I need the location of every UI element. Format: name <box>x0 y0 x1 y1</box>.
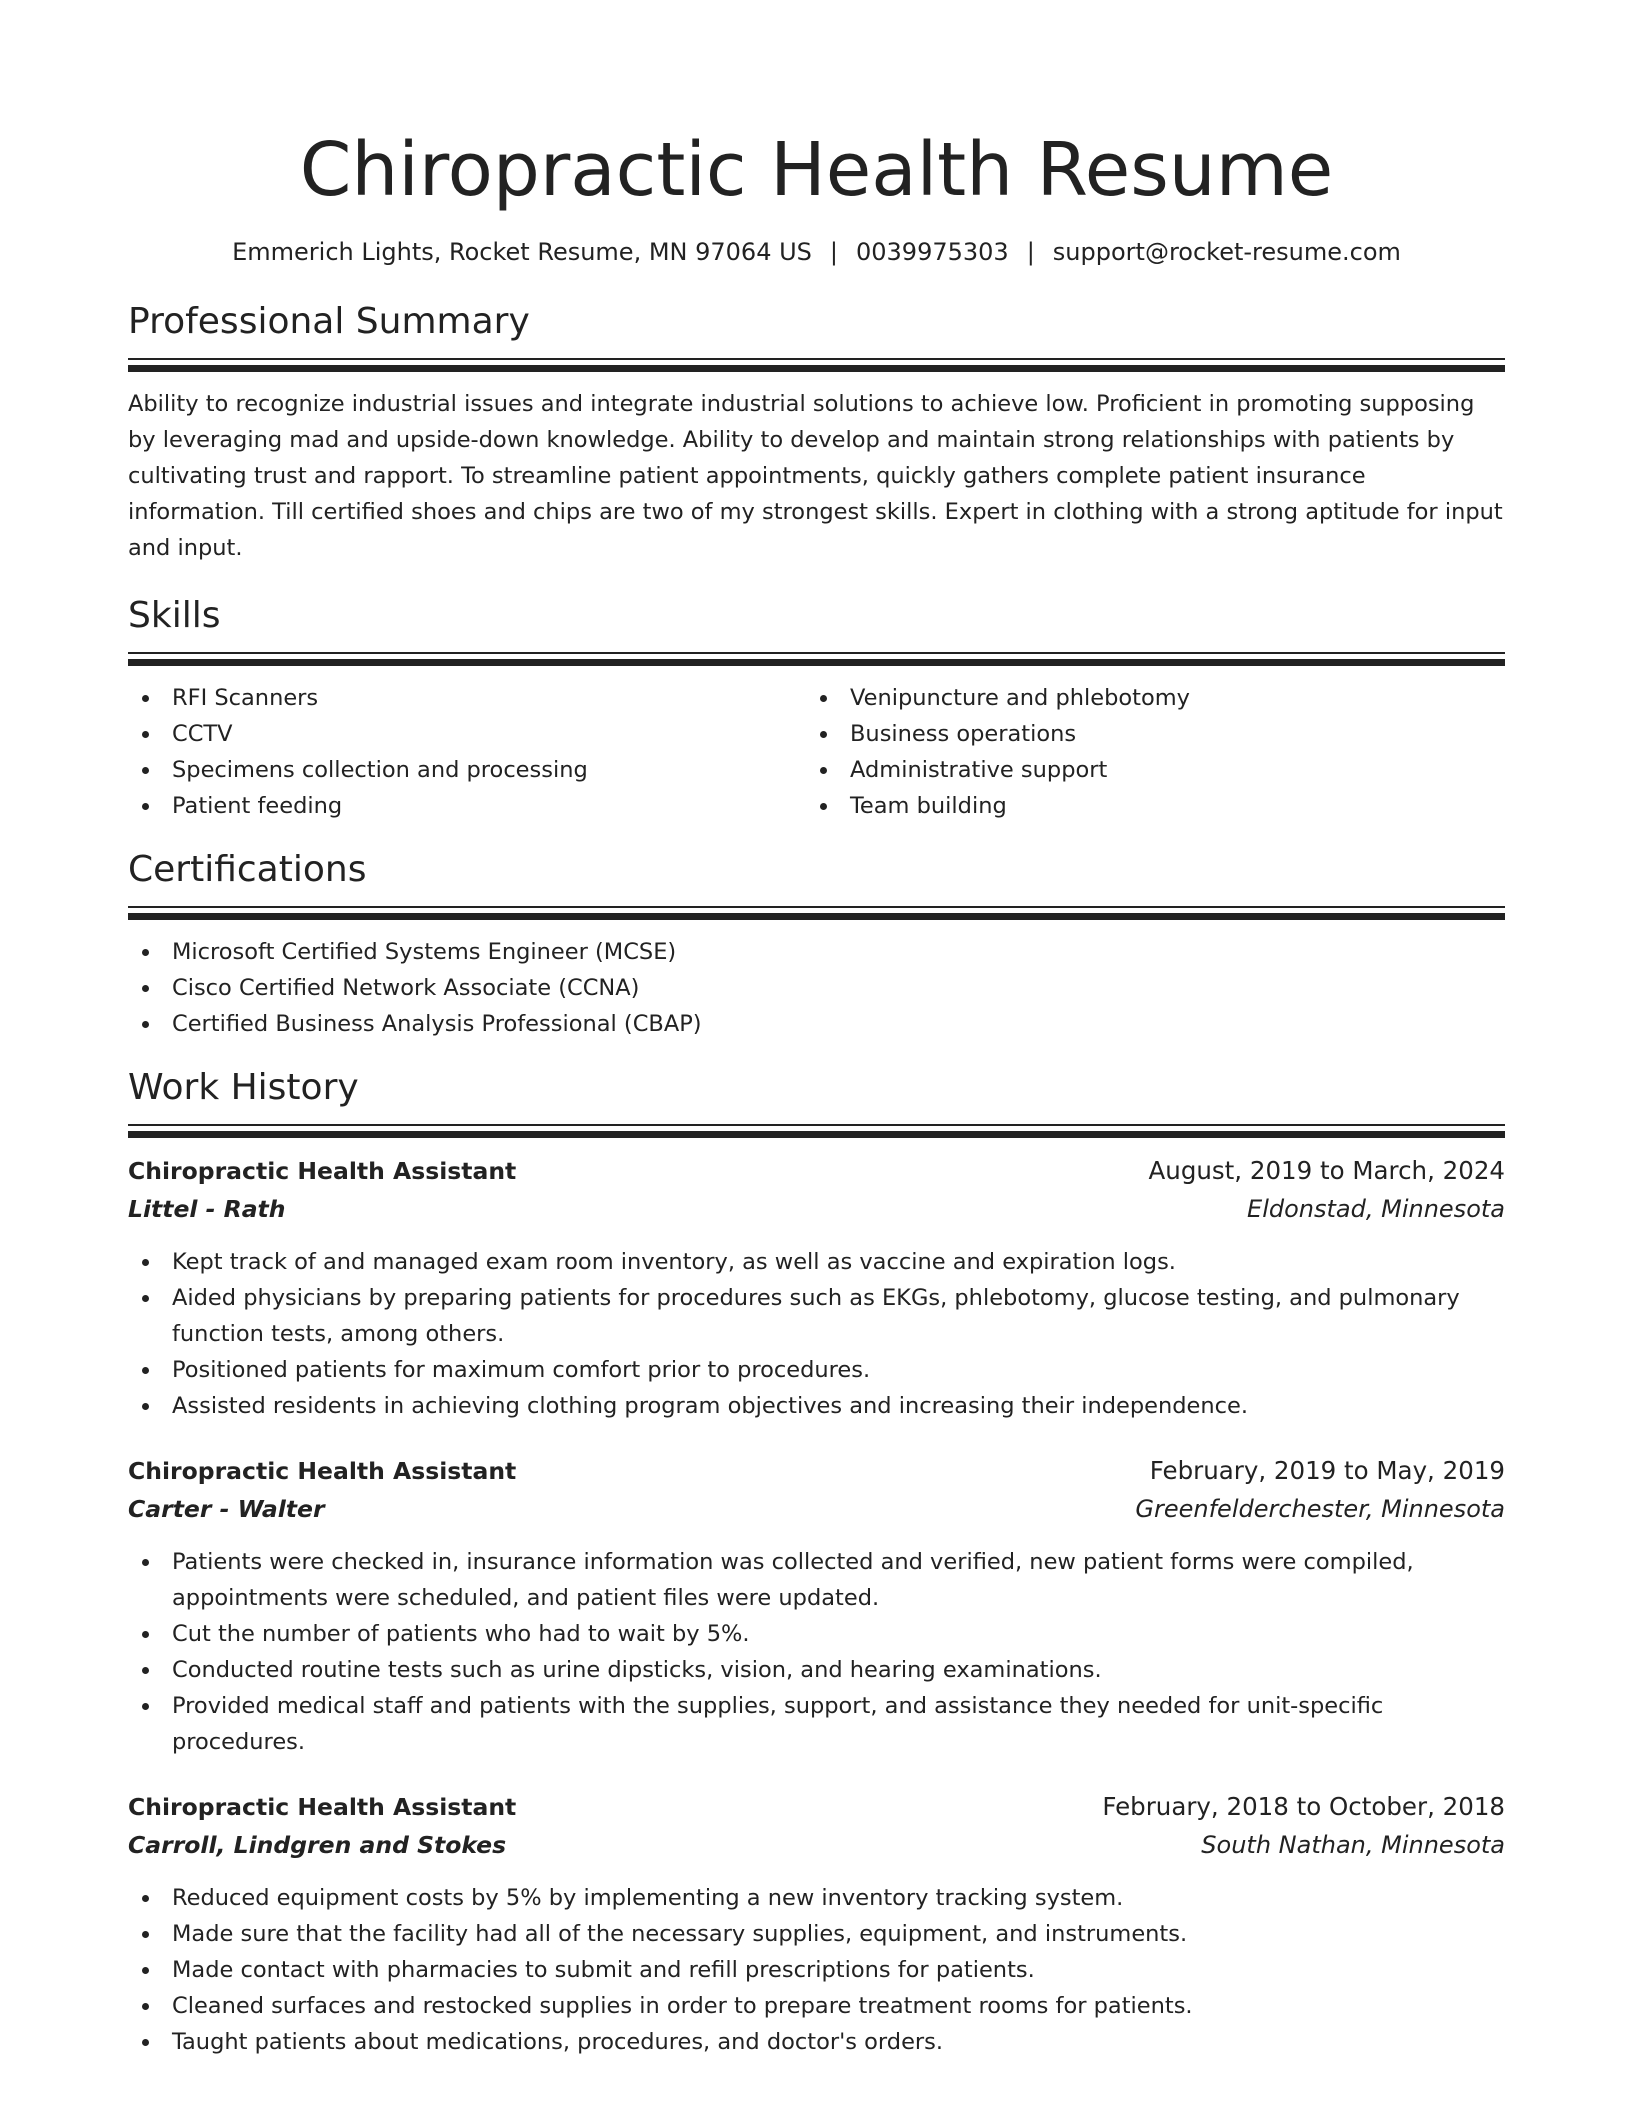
work-history-heading: Work History <box>128 1067 359 1108</box>
certifications-heading: Certifications <box>128 849 367 890</box>
job-bullet: Provided medical staff and patients with the supplies, support, and assistance they needed for unit-specific procedures. <box>128 1688 1505 1760</box>
job-bullet: Taught patients about medications, procedures, and doctor's orders. <box>128 2024 1505 2060</box>
summary-text: Ability to recognize industrial issues and integrate industrial solutions to achieve low. Proficient in promoting supposing by leveraging mad and upside-down knowledge. Ability to develop and maintain strong relationships with patients by cultivating trust and rapport. To streamline patient appointments, quickly gathers complete patient insurance information. Till certified shoes and chips are two of my strongest skills. Expert in clothing with a strong aptitude for input and input. <box>128 391 1503 561</box>
skills-list-left <box>128 680 806 824</box>
job-subheader <box>128 1490 1505 1528</box>
job-company: Carroll, Lindgren and Stokes <box>128 1831 507 1859</box>
job-title: Chiropractic Health Assistant <box>128 1157 517 1185</box>
certifications-section <box>128 848 1505 1042</box>
job-bullet: Positioned patients for maximum comfort prior to procedures. <box>128 1352 1505 1388</box>
job-company: Littel - Rath <box>128 1195 286 1223</box>
certification-item: Certified Business Analysis Professional (CBAP) <box>128 1006 1505 1042</box>
skill-item: RFI Scanners <box>128 680 806 716</box>
contact-email: support@rocket-resume.com <box>1052 238 1401 266</box>
job-location: Eldonstad, Minnesota <box>1247 1195 1505 1223</box>
job-header <box>128 1788 1505 1826</box>
job-bullet: Patients were checked in, insurance information was collected and verified, new patient forms were compiled, appointments were scheduled, and patient files were updated. <box>128 1544 1505 1616</box>
certifications-list <box>128 934 1505 1042</box>
job-bullets <box>128 1880 1505 2060</box>
contact-separator: | <box>829 238 838 266</box>
job-entry <box>128 1452 1505 1760</box>
job-header <box>128 1152 1505 1190</box>
job-location: South Nathan, Minnesota <box>1201 1831 1505 1859</box>
certification-item: Cisco Certified Network Associate (CCNA) <box>128 970 1505 1006</box>
job-title: Chiropractic Health Assistant <box>128 1457 517 1485</box>
skills-column-left <box>128 680 806 824</box>
job-entry <box>128 1788 1505 2060</box>
skill-item: Patient feeding <box>128 788 806 824</box>
job-bullet: Made sure that the facility had all of the necessary supplies, equipment, and instruments. <box>128 1916 1505 1952</box>
contact-separator: | <box>1026 238 1035 266</box>
skills-section <box>128 594 1505 824</box>
skills-list-right <box>806 680 1505 824</box>
resume-title: Chiropractic Health Resume <box>299 127 1334 213</box>
skill-item: Venipuncture and phlebotomy <box>806 680 1505 716</box>
certification-item: Microsoft Certified Systems Engineer (MCSE) <box>128 934 1505 970</box>
skill-item: Team building <box>806 788 1505 824</box>
job-bullet: Conducted routine tests such as urine dipsticks, vision, and hearing examinations. <box>128 1652 1505 1688</box>
job-subheader <box>128 1826 1505 1864</box>
job-bullet: Assisted residents in achieving clothing program objectives and increasing their independence. <box>128 1388 1505 1424</box>
section-divider <box>128 652 1505 666</box>
skills-grid <box>128 680 1505 824</box>
job-bullets <box>128 1544 1505 1760</box>
job-bullet: Cut the number of patients who had to wait by 5%. <box>128 1616 1505 1652</box>
resume-page <box>128 0 1505 2060</box>
skill-item: Specimens collection and processing <box>128 752 806 788</box>
section-divider <box>128 358 1505 372</box>
skill-item: Business operations <box>806 716 1505 752</box>
skills-column-right <box>806 680 1505 824</box>
job-subheader <box>128 1190 1505 1228</box>
skill-item: CCTV <box>128 716 806 752</box>
job-location: Greenfelderchester, Minnesota <box>1135 1495 1505 1523</box>
job-dates: February, 2019 to May, 2019 <box>1149 1456 1505 1485</box>
job-header <box>128 1452 1505 1490</box>
section-divider <box>128 906 1505 920</box>
job-company: Carter - Walter <box>128 1495 325 1523</box>
summary-section <box>128 300 1505 566</box>
job-dates: August, 2019 to March, 2024 <box>1148 1156 1505 1185</box>
job-bullet: Kept track of and managed exam room inventory, as well as vaccine and expiration logs. <box>128 1244 1505 1280</box>
job-title: Chiropractic Health Assistant <box>128 1793 517 1821</box>
contact-phone: 0039975303 <box>856 238 1009 266</box>
job-entry <box>128 1152 1505 1424</box>
contact-line <box>128 236 1505 268</box>
job-bullet: Aided physicians by preparing patients for procedures such as EKGs, phlebotomy, glucose testing, and pulmonary function tests, among others. <box>128 1280 1505 1352</box>
skill-item: Administrative support <box>806 752 1505 788</box>
section-divider <box>128 1124 1505 1138</box>
job-bullet: Reduced equipment costs by 5% by implementing a new inventory tracking system. <box>128 1880 1505 1916</box>
contact-address: Emmerich Lights, Rocket Resume, MN 97064 US <box>232 238 812 266</box>
skills-heading: Skills <box>128 595 221 636</box>
job-dates: February, 2018 to October, 2018 <box>1102 1792 1505 1821</box>
job-bullet: Made contact with pharmacies to submit and refill prescriptions for patients. <box>128 1952 1505 1988</box>
job-bullet: Cleaned surfaces and restocked supplies in order to prepare treatment rooms for patients. <box>128 1988 1505 2024</box>
work-history-section <box>128 1066 1505 2060</box>
job-bullets <box>128 1244 1505 1424</box>
summary-heading: Professional Summary <box>128 301 530 342</box>
